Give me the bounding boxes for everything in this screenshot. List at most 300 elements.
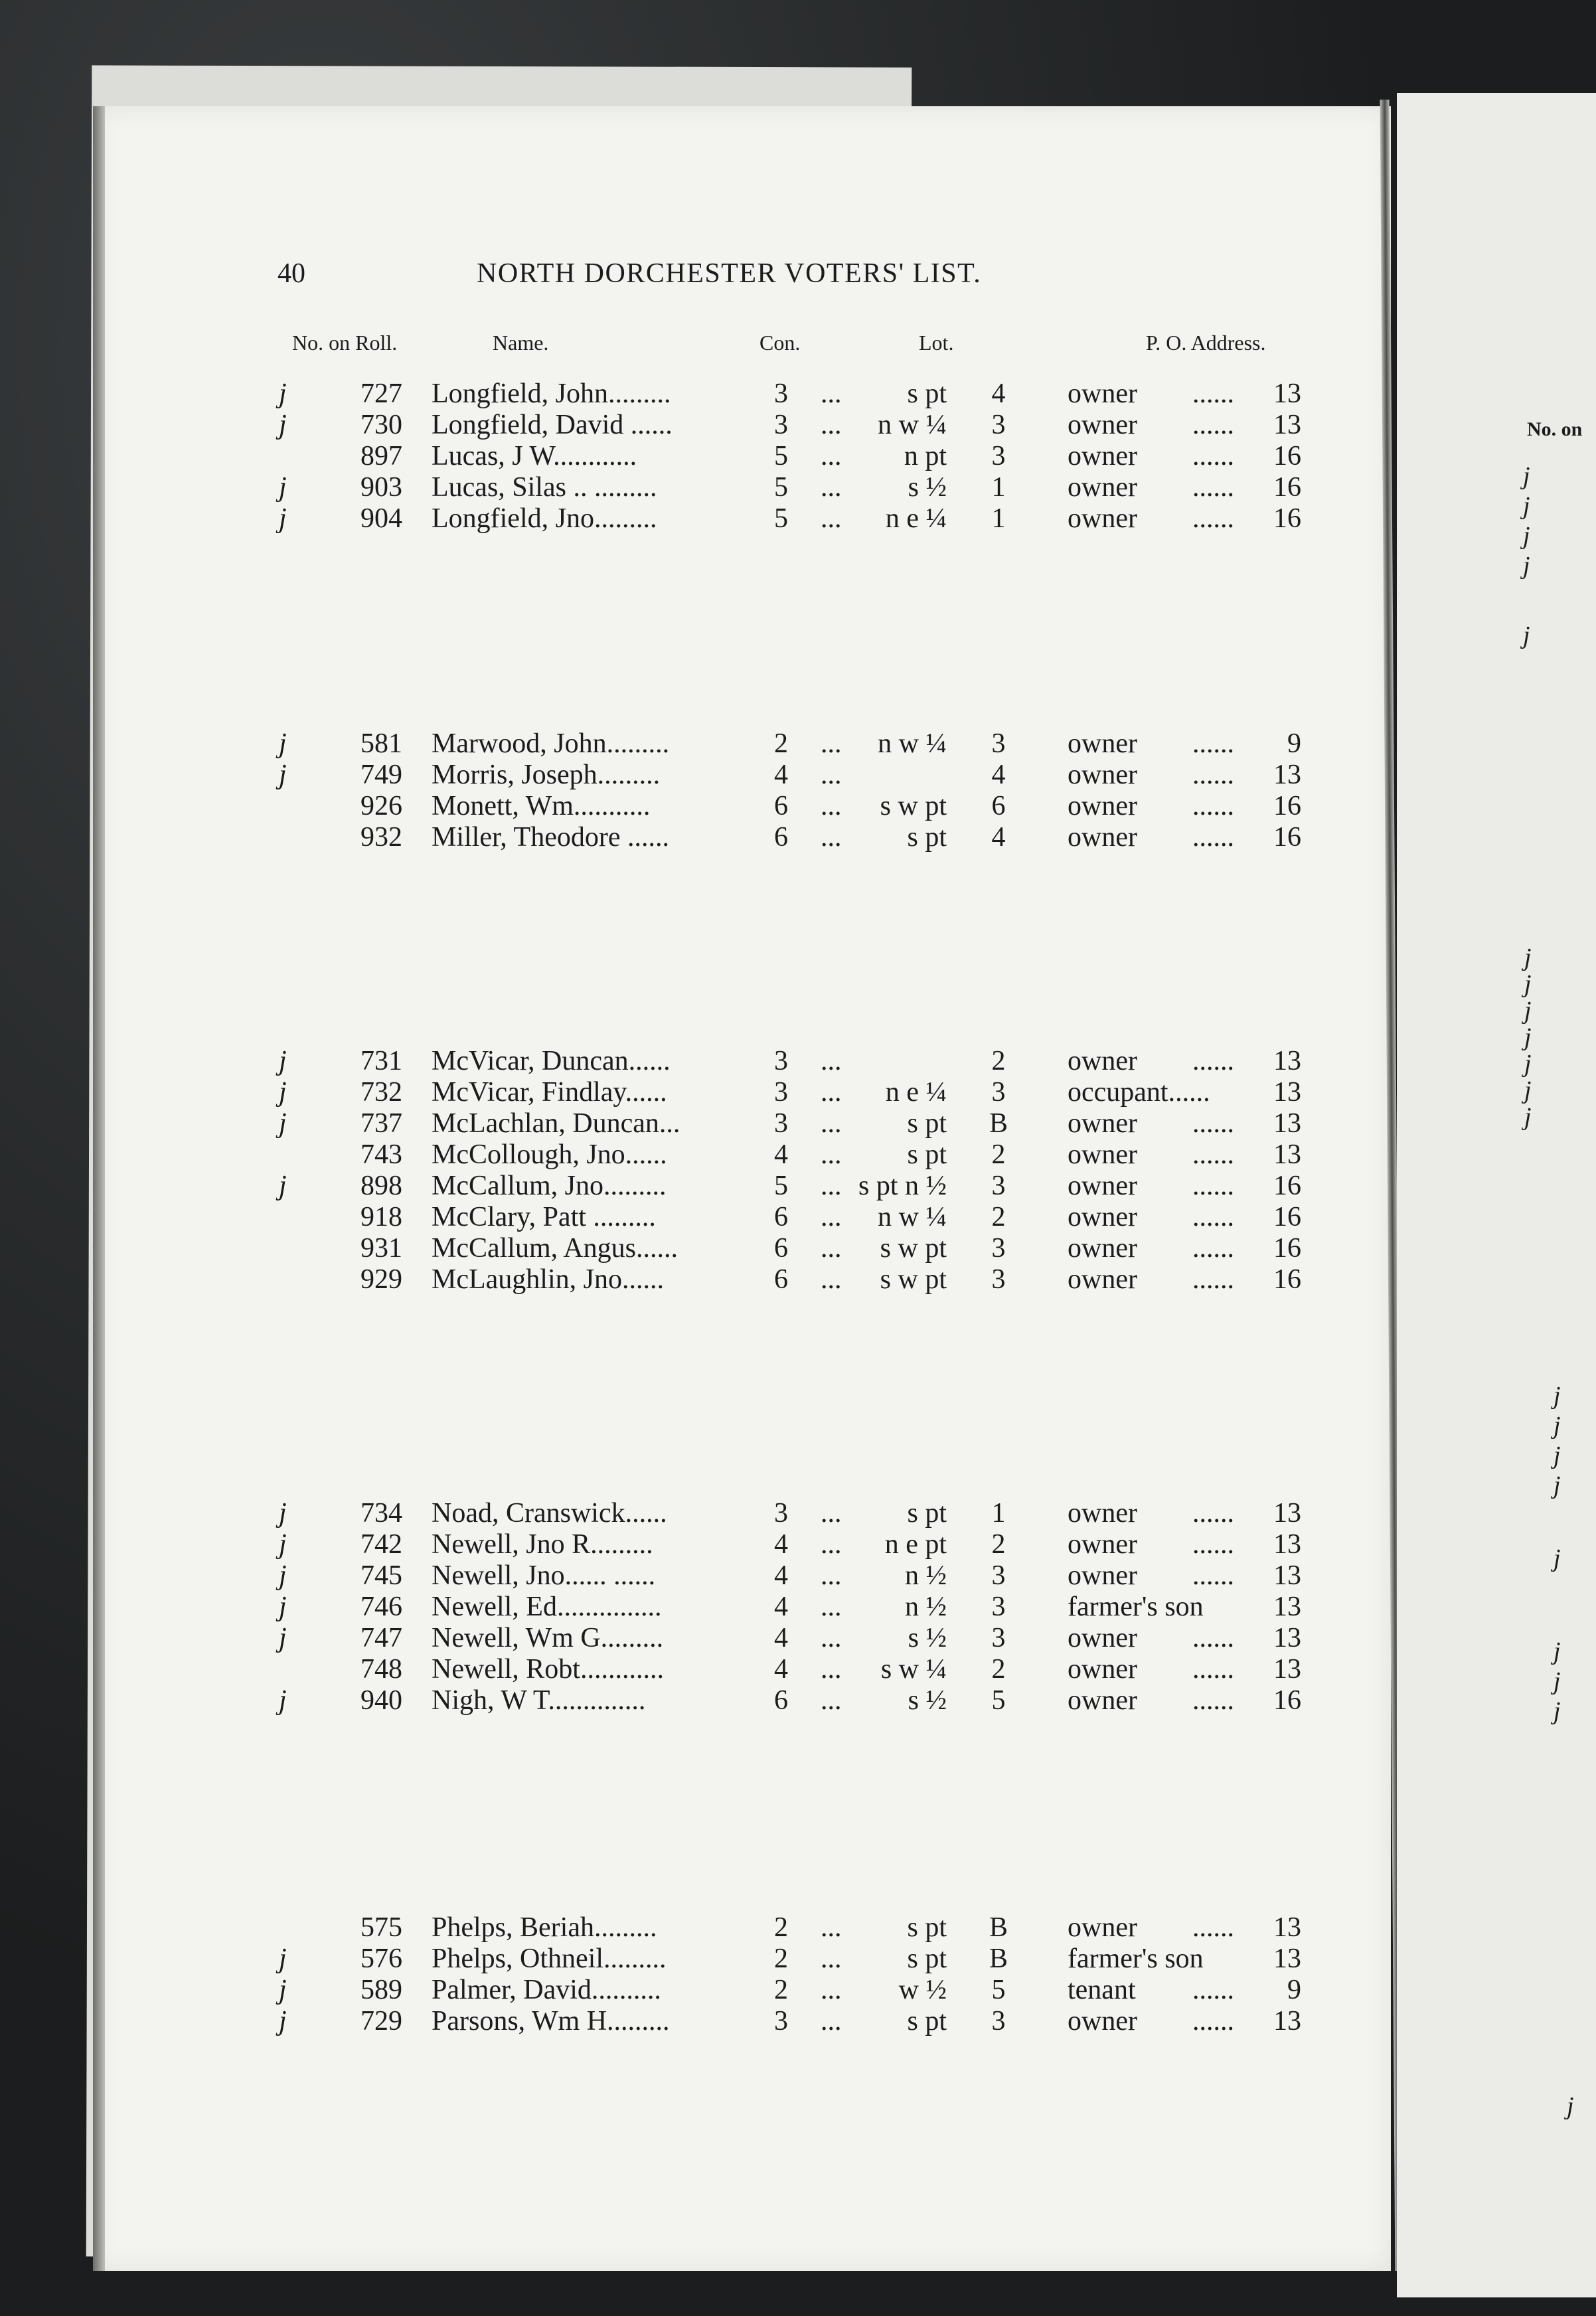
voter-concession: 6: [774, 1233, 788, 1264]
voter-concession: 3: [774, 1108, 788, 1139]
voter-name: Newell, Wm G.........: [432, 1623, 664, 1653]
voter-po-address: 16: [1273, 1264, 1301, 1295]
voter-concession: 5: [774, 1171, 788, 1201]
voter-occupation: owner: [1068, 1623, 1137, 1653]
adjacent-page-header: No. on: [1527, 418, 1583, 440]
table-row: [0, 1560, 1596, 1591]
voter-roll-number: 743: [360, 1139, 402, 1170]
voter-roll-number: 732: [360, 1077, 402, 1108]
voter-leader-dots: ...: [821, 822, 842, 853]
voter-name: McVicar, Duncan......: [432, 1046, 671, 1076]
voter-name: McCallum, Angus......: [432, 1233, 678, 1264]
table-row: [0, 1046, 1596, 1076]
voter-occupation: owner: [1068, 1912, 1137, 1943]
voter-lot-part: n e ¼: [885, 503, 947, 534]
voter-address-leader: ......: [1192, 1108, 1234, 1139]
voter-name: McClary, Patt .........: [432, 1202, 656, 1232]
voter-po-address: 13: [1273, 1498, 1301, 1529]
voter-address-leader: ......: [1192, 1912, 1234, 1943]
table-row: [0, 1623, 1596, 1653]
voter-journal-mark: j: [279, 1560, 287, 1591]
voter-roll-number: 940: [360, 1685, 402, 1716]
voter-concession: 6: [774, 822, 788, 853]
voter-roll-number: 742: [360, 1529, 402, 1560]
voter-name: Phelps, Beriah.........: [432, 1912, 657, 1943]
table-row: [0, 728, 1596, 759]
voter-address-leader: ......: [1192, 791, 1234, 821]
voter-address-leader: ......: [1192, 1233, 1234, 1264]
voter-journal-mark: j: [279, 1077, 287, 1108]
voter-concession: 3: [774, 1046, 788, 1076]
voter-occupation: owner: [1068, 1529, 1137, 1560]
voter-roll-number: 575: [360, 1912, 402, 1943]
voter-occupation: owner: [1068, 1046, 1137, 1076]
voter-roll-number: 731: [360, 1046, 402, 1076]
voter-occupation: owner: [1068, 1264, 1137, 1295]
header-roll: No. on Roll.: [292, 331, 398, 355]
voter-concession: 4: [774, 1623, 788, 1653]
voter-lot: 3: [991, 1171, 1006, 1201]
voter-leader-dots: ...: [821, 1077, 842, 1108]
voter-occupation: farmer's son: [1068, 1592, 1204, 1622]
column-headers: [278, 331, 1313, 357]
voter-lot-part: s pt: [907, 1912, 947, 1943]
voter-lot: 2: [991, 1529, 1006, 1560]
voter-lot: B: [989, 1108, 1008, 1139]
table-row: [0, 1108, 1596, 1139]
voter-concession: 5: [774, 441, 788, 471]
header-address: P. O. Address.: [1146, 331, 1266, 355]
voter-name: Longfield, John.........: [432, 378, 671, 409]
voter-name: McCollough, Jno......: [432, 1139, 667, 1170]
voter-po-address: 16: [1273, 822, 1301, 853]
voter-address-leader: ......: [1192, 1975, 1234, 2005]
voter-po-address: 16: [1273, 791, 1301, 821]
voter-name: Parsons, Wm H.........: [432, 2006, 670, 2036]
voter-po-address: 16: [1273, 503, 1301, 534]
voter-po-address: 13: [1273, 378, 1301, 409]
voter-occupation: owner: [1068, 410, 1137, 440]
adjacent-page-j-mark: j: [1523, 462, 1530, 490]
voter-name: Miller, Theodore ......: [432, 822, 669, 853]
voter-address-leader: ......: [1192, 760, 1234, 790]
voter-roll-number: 745: [360, 1560, 402, 1591]
voter-address-leader: ......: [1192, 1046, 1234, 1076]
voter-name: Lucas, J W............: [432, 441, 637, 471]
voter-lot-part: s w pt: [880, 791, 947, 821]
voter-journal-mark: j: [279, 1046, 287, 1076]
voter-occupation: owner: [1068, 1654, 1137, 1685]
header-lot: Lot.: [919, 331, 954, 355]
voter-lot: 4: [991, 822, 1006, 853]
voter-roll-number: 898: [360, 1171, 402, 1201]
voter-leader-dots: ...: [821, 1560, 842, 1591]
voter-concession: 4: [774, 1592, 788, 1622]
voter-lot: 2: [991, 1046, 1006, 1076]
voter-lot-part: s pt: [907, 1108, 947, 1139]
voter-journal-mark: j: [279, 503, 287, 534]
voter-occupation: owner: [1068, 1685, 1137, 1716]
voter-journal-mark: j: [279, 2006, 287, 2036]
header-name: Name.: [493, 331, 549, 355]
voter-concession: 4: [774, 760, 788, 790]
voter-occupation: owner: [1068, 728, 1137, 759]
page-title: NORTH DORCHESTER VOTERS' LIST.: [477, 258, 982, 289]
voter-lot-part: s ½: [908, 1623, 947, 1653]
voter-leader-dots: ...: [821, 1975, 842, 2005]
voter-roll-number: 581: [360, 728, 402, 759]
adjacent-page-j-mark: j: [1524, 944, 1532, 971]
voter-lot-part: n e ¼: [885, 1077, 947, 1108]
voter-lot-part: n ½: [905, 1592, 947, 1622]
table-row: [0, 791, 1596, 821]
table-row: [0, 1077, 1596, 1108]
voter-lot: 3: [991, 1077, 1006, 1108]
voter-address-leader: ......: [1192, 1685, 1234, 1716]
voter-leader-dots: ...: [821, 760, 842, 790]
voter-roll-number: 734: [360, 1498, 402, 1529]
voter-address-leader: ......: [1192, 472, 1234, 503]
voter-po-address: 13: [1273, 1944, 1301, 1974]
voter-occupation: owner: [1068, 1560, 1137, 1591]
table-row: [0, 1975, 1596, 2005]
voter-address-leader: ......: [1192, 1654, 1234, 1685]
voter-po-address: 16: [1273, 1233, 1301, 1264]
voter-lot: 1: [991, 1498, 1006, 1529]
table-row: [0, 2006, 1596, 2036]
voter-lot-part: n w ¼: [878, 410, 947, 440]
voter-lot-part: s w ¼: [880, 1654, 947, 1685]
voter-po-address: 16: [1273, 441, 1301, 471]
voter-lot: 3: [991, 1560, 1006, 1591]
voter-leader-dots: ...: [821, 378, 842, 409]
voter-journal-mark: j: [279, 1685, 287, 1716]
adjacent-page-j-mark: j: [1524, 970, 1532, 998]
voter-lot-part: s pt: [907, 1139, 947, 1170]
table-row: [0, 1912, 1596, 1943]
voter-po-address: 13: [1273, 1654, 1301, 1685]
voter-occupation: owner: [1068, 1233, 1137, 1264]
voter-address-leader: ......: [1192, 728, 1234, 759]
voter-po-address: 13: [1273, 2006, 1301, 2036]
voter-lot-part: n pt: [904, 441, 947, 471]
voter-po-address: 13: [1273, 1912, 1301, 1943]
voter-name: Newell, Robt............: [432, 1654, 664, 1685]
voter-po-address: 13: [1273, 1046, 1301, 1076]
voter-roll-number: 932: [360, 822, 402, 853]
voter-lot: 3: [991, 1233, 1006, 1264]
table-row: [0, 378, 1596, 409]
voter-name: McCallum, Jno.........: [432, 1171, 667, 1201]
adjacent-page-j-mark: j: [1524, 1050, 1532, 1078]
voter-po-address: 9: [1287, 1975, 1301, 2005]
adjacent-page-j-mark: j: [1523, 522, 1530, 550]
voter-concession: 6: [774, 1264, 788, 1295]
voter-lot-part: s w pt: [880, 1264, 947, 1295]
page-number: 40: [278, 258, 305, 289]
voter-name: McVicar, Findlay......: [432, 1077, 667, 1108]
voter-lot: B: [989, 1912, 1008, 1943]
voter-occupation: owner: [1068, 1171, 1137, 1201]
voter-concession: 2: [774, 728, 788, 759]
voter-address-leader: ......: [1192, 1264, 1234, 1295]
adjacent-page-j-mark: j: [1554, 1471, 1561, 1499]
voter-address-leader: ......: [1192, 2006, 1234, 2036]
voter-name: Newell, Jno R.........: [432, 1529, 653, 1560]
voter-lot: 3: [991, 441, 1006, 471]
voter-leader-dots: ...: [821, 1264, 842, 1295]
voter-roll-number: 904: [360, 503, 402, 534]
voter-roll-number: 926: [360, 791, 402, 821]
adjacent-page-j-mark: j: [1554, 1667, 1561, 1695]
voter-address-leader: ......: [1192, 1139, 1234, 1170]
voter-journal-mark: j: [279, 1171, 287, 1201]
table-row: [0, 1233, 1596, 1264]
voter-journal-mark: j: [279, 760, 287, 790]
voter-leader-dots: ...: [821, 1592, 842, 1622]
voter-roll-number: 576: [360, 1944, 402, 1974]
page-header: [278, 258, 1114, 297]
voter-occupation: owner: [1068, 791, 1137, 821]
voter-name: Noad, Cranswick......: [432, 1498, 667, 1529]
voter-roll-number: 730: [360, 410, 402, 440]
voter-occupation: owner: [1068, 1108, 1137, 1139]
voter-po-address: 13: [1273, 1077, 1301, 1108]
voter-lot: 2: [991, 1654, 1006, 1685]
voter-leader-dots: ...: [821, 1654, 842, 1685]
voter-leader-dots: ...: [821, 1108, 842, 1139]
voter-leader-dots: ...: [821, 441, 842, 471]
table-row: [0, 822, 1596, 853]
voter-lot-part: s pt n ½: [858, 1171, 947, 1201]
voter-name: Monett, Wm...........: [432, 791, 651, 821]
table-row: [0, 1529, 1596, 1560]
voter-lot: B: [989, 1944, 1008, 1974]
voter-leader-dots: ...: [821, 2006, 842, 2036]
voter-roll-number: 589: [360, 1975, 402, 2005]
voter-occupation: owner: [1068, 1498, 1137, 1529]
voter-roll-number: 929: [360, 1264, 402, 1295]
voter-lot: 4: [991, 378, 1006, 409]
voter-lot: 3: [991, 1592, 1006, 1622]
voter-occupation: owner: [1068, 472, 1137, 503]
voter-name: Nigh, W T..............: [432, 1685, 646, 1716]
voter-concession: 6: [774, 1685, 788, 1716]
voter-lot: 5: [991, 1685, 1006, 1716]
table-row: [0, 1654, 1596, 1685]
voter-concession: 5: [774, 503, 788, 534]
voter-occupation: owner: [1068, 822, 1137, 853]
adjacent-page-j-mark: j: [1554, 1412, 1561, 1440]
voter-po-address: 16: [1273, 1685, 1301, 1716]
voter-concession: 6: [774, 1202, 788, 1232]
adjacent-page-j-mark: j: [1523, 621, 1530, 649]
voter-roll-number: 748: [360, 1654, 402, 1685]
voter-concession: 6: [774, 791, 788, 821]
voter-lot-part: n e pt: [884, 1529, 947, 1560]
voter-lot-part: s pt: [907, 378, 947, 409]
voter-leader-dots: ...: [821, 791, 842, 821]
voter-address-leader: ......: [1192, 1529, 1234, 1560]
voter-leader-dots: ...: [821, 1233, 842, 1264]
voter-journal-mark: j: [279, 1498, 287, 1529]
voter-journal-mark: j: [279, 1944, 287, 1974]
adjacent-page-j-mark: j: [1554, 1442, 1561, 1469]
voter-lot: 6: [991, 791, 1006, 821]
voter-lot-part: s pt: [907, 1498, 947, 1529]
adjacent-page-j-mark: j: [1524, 1076, 1532, 1104]
voter-leader-dots: ...: [821, 503, 842, 534]
voter-journal-mark: j: [279, 1623, 287, 1653]
voter-lot-part: s w pt: [880, 1233, 947, 1264]
voter-concession: 2: [774, 1975, 788, 2005]
voter-name: McLachlan, Duncan...: [432, 1108, 680, 1139]
adjacent-page-j-mark: j: [1524, 997, 1532, 1025]
table-row: [0, 1944, 1596, 1974]
voter-address-leader: ......: [1192, 410, 1234, 440]
voter-lot: 4: [991, 760, 1006, 790]
voter-address-leader: ......: [1192, 503, 1234, 534]
voter-roll-number: 918: [360, 1202, 402, 1232]
voter-po-address: 13: [1273, 1592, 1301, 1622]
voter-concession: 3: [774, 410, 788, 440]
voter-roll-number: 729: [360, 2006, 402, 2036]
voter-concession: 2: [774, 1944, 788, 1974]
voter-lot: 2: [991, 1139, 1006, 1170]
voter-journal-mark: j: [279, 1108, 287, 1139]
voter-roll-number: 747: [360, 1623, 402, 1653]
voter-leader-dots: ...: [821, 1498, 842, 1529]
adjacent-page-j-mark: j: [1523, 552, 1530, 580]
voter-po-address: 16: [1273, 472, 1301, 503]
voter-po-address: 13: [1273, 1560, 1301, 1591]
voter-leader-dots: ...: [821, 1623, 842, 1653]
voter-name: Longfield, David ......: [432, 410, 673, 440]
voter-lot: 5: [991, 1975, 1006, 2005]
voter-lot: 3: [991, 728, 1006, 759]
voter-address-leader: ......: [1192, 1560, 1234, 1591]
adjacent-page-j-mark: j: [1523, 492, 1530, 520]
voter-lot-part: n w ¼: [878, 1202, 947, 1232]
table-row: [0, 760, 1596, 790]
voter-po-address: 13: [1273, 760, 1301, 790]
voter-lot-part: s pt: [907, 1944, 947, 1974]
voter-lot-part: s ½: [908, 472, 947, 503]
voter-po-address: 13: [1273, 1139, 1301, 1170]
voter-roll-number: 727: [360, 378, 402, 409]
voter-address-leader: ......: [1192, 1171, 1234, 1201]
adjacent-page-j-mark: j: [1554, 1382, 1561, 1410]
voter-name: Newell, Jno...... ......: [432, 1560, 656, 1591]
voter-roll-number: 931: [360, 1233, 402, 1264]
voter-lot: 3: [991, 1264, 1006, 1295]
voter-leader-dots: ...: [821, 1139, 842, 1170]
voter-roll-number: 737: [360, 1108, 402, 1139]
adjacent-page-j-mark: j: [1524, 1103, 1532, 1131]
voter-roll-number: 749: [360, 760, 402, 790]
voter-lot: 1: [991, 472, 1006, 503]
voter-lot-part: s pt: [907, 2006, 947, 2036]
table-row: [0, 1264, 1596, 1295]
voter-po-address: 13: [1273, 1108, 1301, 1139]
adjacent-page-j-mark: j: [1554, 1697, 1561, 1725]
voter-po-address: 16: [1273, 1171, 1301, 1201]
voter-name: Morris, Joseph.........: [432, 760, 661, 790]
voter-lot-part: n ½: [905, 1560, 947, 1591]
voter-name: Lucas, Silas .. .........: [432, 472, 657, 503]
voter-occupation: owner: [1068, 1202, 1137, 1232]
table-row: [0, 503, 1596, 534]
voter-concession: 4: [774, 1560, 788, 1591]
voter-leader-dots: ...: [821, 1685, 842, 1716]
voter-concession: 4: [774, 1654, 788, 1685]
voter-name: Longfield, Jno.........: [432, 503, 657, 534]
table-row: [0, 1171, 1596, 1201]
table-row: [0, 1685, 1596, 1716]
voter-po-address: 16: [1273, 1202, 1301, 1232]
voter-leader-dots: ...: [821, 1202, 842, 1232]
voter-po-address: 13: [1273, 1529, 1301, 1560]
voter-lot-part: w ½: [898, 1975, 947, 2005]
voter-po-address: 13: [1273, 1623, 1301, 1653]
voter-occupation: owner: [1068, 1139, 1137, 1170]
voter-lot-part: s ½: [908, 1685, 947, 1716]
voter-leader-dots: ...: [821, 1912, 842, 1943]
voter-journal-mark: j: [279, 410, 287, 440]
voter-lot-part: s pt: [907, 822, 947, 853]
voter-concession: 2: [774, 1912, 788, 1943]
voter-address-leader: ......: [1192, 441, 1234, 471]
voter-name: Palmer, David..........: [432, 1975, 661, 2005]
voter-occupation: occupant......: [1068, 1077, 1210, 1108]
table-row: [0, 441, 1596, 471]
voter-occupation: owner: [1068, 441, 1137, 471]
voter-leader-dots: ...: [821, 1944, 842, 1974]
adjacent-page-j-mark: j: [1554, 1544, 1561, 1572]
voter-occupation: owner: [1068, 378, 1137, 409]
voter-journal-mark: j: [279, 378, 287, 409]
table-row: [0, 410, 1596, 440]
voter-leader-dots: ...: [821, 1529, 842, 1560]
voter-address-leader: ......: [1192, 822, 1234, 853]
voter-leader-dots: ...: [821, 472, 842, 503]
voter-lot-part: n w ¼: [878, 728, 947, 759]
voter-name: McLaughlin, Jno......: [432, 1264, 664, 1295]
voter-occupation: owner: [1068, 760, 1137, 790]
voter-name: Phelps, Othneil.........: [432, 1944, 667, 1974]
voter-leader-dots: ...: [821, 410, 842, 440]
voter-journal-mark: j: [279, 472, 287, 503]
voter-address-leader: ......: [1192, 378, 1234, 409]
voter-po-address: 13: [1273, 410, 1301, 440]
adjacent-page-j-mark: j: [1567, 2092, 1574, 2120]
voter-occupation: tenant: [1068, 1975, 1136, 2005]
voter-lot: 3: [991, 2006, 1006, 2036]
voter-lot: 2: [991, 1202, 1006, 1232]
voter-concession: 5: [774, 472, 788, 503]
voter-occupation: owner: [1068, 2006, 1137, 2036]
table-row: [0, 1202, 1596, 1232]
voter-leader-dots: ...: [821, 728, 842, 759]
table-row: [0, 1139, 1596, 1170]
adjacent-page-j-mark: j: [1554, 1637, 1561, 1665]
table-row: [0, 472, 1596, 503]
voter-concession: 3: [774, 1077, 788, 1108]
voter-leader-dots: ...: [821, 1046, 842, 1076]
voter-roll-number: 897: [360, 441, 402, 471]
voter-roll-number: 903: [360, 472, 402, 503]
voter-journal-mark: j: [279, 1529, 287, 1560]
